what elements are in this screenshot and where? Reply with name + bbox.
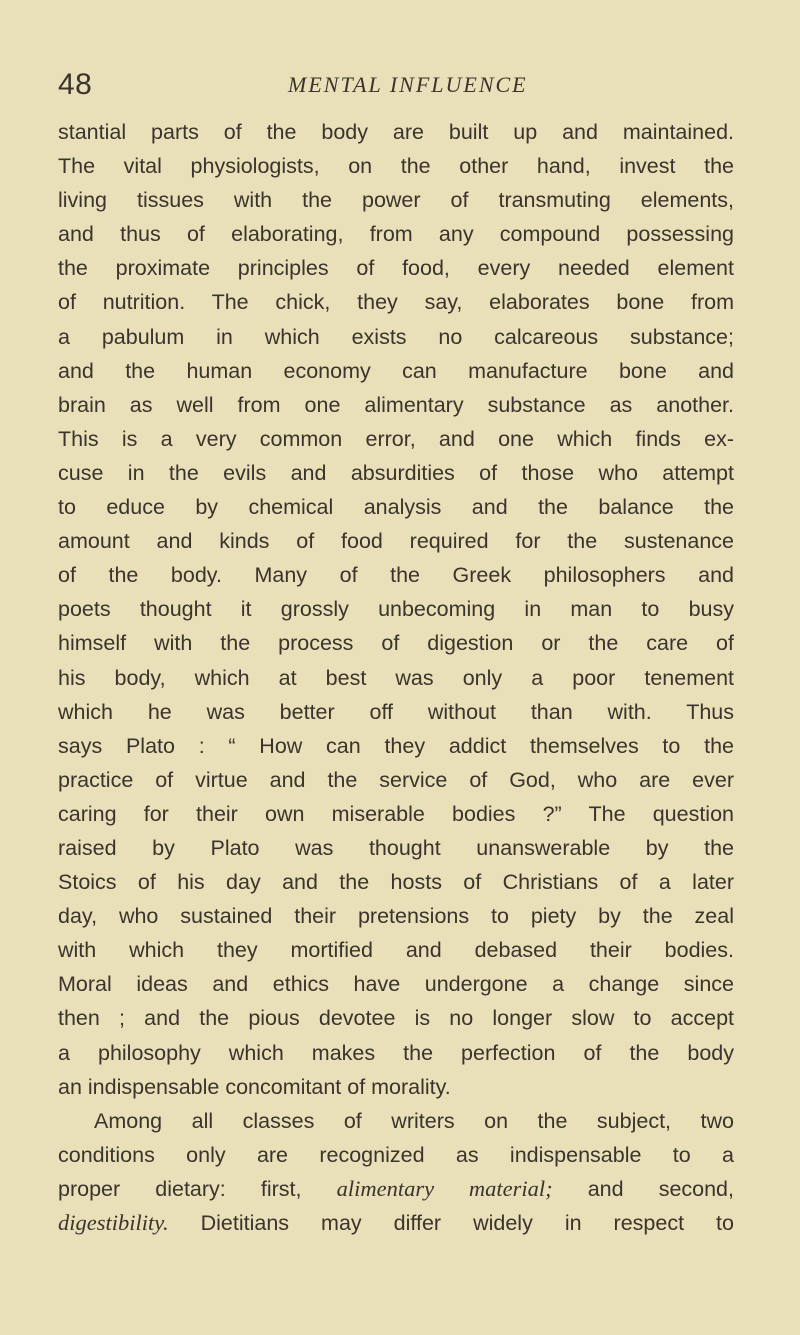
- italic-term: alimentary material;: [336, 1175, 553, 1201]
- text-line: a pabulum in which exists no calcareous substance;: [58, 324, 734, 349]
- text-line: brain as well from one alimentary substance as another.: [58, 392, 734, 417]
- text-run: Dietitians may differ widely in respect to: [168, 1211, 734, 1235]
- text-line: living tissues with the power of transmuting elements,: [58, 188, 734, 213]
- text-line: says Plato : “ How can they addict themselves to the: [58, 733, 734, 758]
- text-line: Moral ideas and ethics have undergone a change since: [58, 972, 734, 997]
- text-line: Stoics of his day and the hosts of Christians of a later: [58, 870, 734, 895]
- text-line: a philosophy which makes the perfection of the body: [58, 1040, 734, 1065]
- running-head: [0, 68, 800, 108]
- page-number: 48: [58, 68, 93, 101]
- body-text: [58, 115, 734, 1240]
- text-line: poets thought it grossly unbecoming in man to busy: [58, 597, 734, 622]
- text-line: cuse in the evils and absurdities of those who attempt: [58, 460, 734, 485]
- text-line: and the human economy can manufacture bone and: [58, 358, 734, 383]
- text-line: to educe by chemical analysis and the balance the: [58, 495, 734, 520]
- text-line: with which they mortified and debased their bodies.: [58, 938, 734, 963]
- italic-term: digestibility.: [58, 1210, 169, 1235]
- text-line: stantial parts of the body are built up and maintained.: [58, 120, 734, 144]
- text-line: the proximate principles of food, every needed element: [58, 256, 734, 281]
- text-line: conditions only are recognized as indispensable to a: [58, 1142, 734, 1167]
- paragraph-end-line: an indispensable concomitant of morality.: [58, 1074, 451, 1099]
- text-line: then ; and the pious devotee is no longer slow to accept: [58, 1006, 734, 1031]
- text-line: himself with the process of digestion or the care of: [58, 631, 734, 656]
- text-line: and thus of elaborating, from any compound possessing: [58, 222, 734, 247]
- text-line: his body, which at best was only a poor tenement: [58, 665, 734, 690]
- text-line: of the body. Many of the Greek philosophers and: [58, 563, 734, 588]
- text-line: amount and kinds of food required for the sustenance: [58, 529, 734, 554]
- text-line: of nutrition. The chick, they say, elaborates bone from: [58, 290, 734, 315]
- text-line: practice of virtue and the service of God, who are ever: [58, 767, 734, 792]
- text-line: which he was better off without than with. Thus: [58, 699, 734, 724]
- paragraph-start-line: Among all classes of writers on the subject, two: [94, 1108, 734, 1133]
- text-line-with-italic: [58, 1206, 734, 1240]
- text-line-with-italic: [58, 1172, 734, 1206]
- text-line: The vital physiologists, on the other hand, invest the: [58, 154, 734, 179]
- text-run: and second,: [552, 1176, 734, 1201]
- running-title: MENTAL INFLUENCE: [288, 72, 528, 97]
- text-line: caring for their own miserable bodies ?” The question: [58, 801, 734, 826]
- text-run: proper dietary: first,: [58, 1176, 337, 1201]
- text-line: raised by Plato was thought unanswerable by the: [58, 835, 734, 860]
- text-line: day, who sustained their pretensions to piety by the zeal: [58, 904, 734, 929]
- text-line: This is a very common error, and one which finds ex-: [58, 426, 734, 451]
